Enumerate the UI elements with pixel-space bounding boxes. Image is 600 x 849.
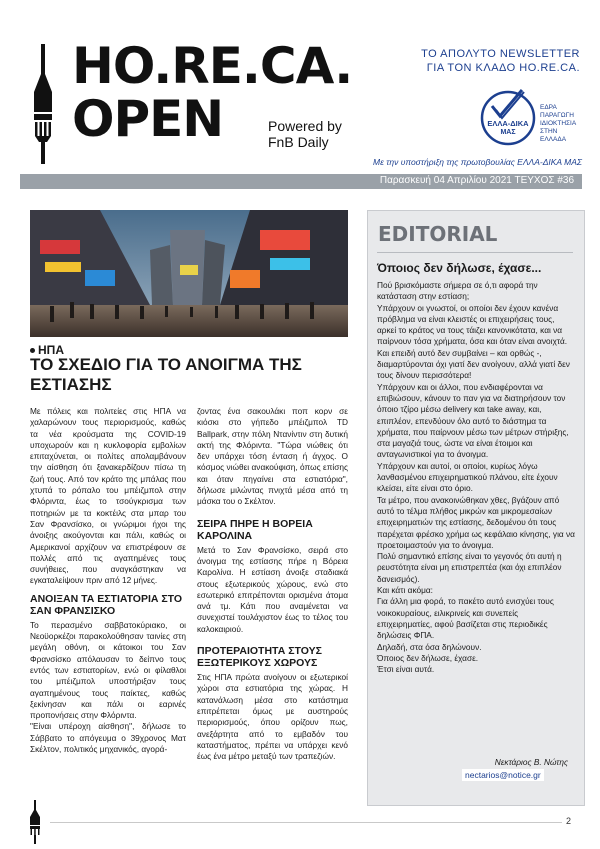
editorial-divider: [377, 252, 573, 253]
article-paragraph: Στις ΗΠΑ πρώτα ανοίγουν οι εξωτερικοί χώροι στα εστιατόρια της χώρας. Η κατανάλωση μέσα στο κατάστημα επιτρέπεται όμως με αυστηρούς περιορισμούς, όπου ορίζουν πως, ανεξάρτητα από το εμβαδόν του καταστήματος, πρέπει να υπάρχει κενό έως ένα μέτρο μεταξύ των τραπεζιών.: [197, 672, 348, 762]
powered-by-brand: FnB Daily: [268, 134, 329, 150]
editorial-paragraph: Έτσι είναι αυτά.: [377, 664, 435, 675]
seal-caption-line: ΙΔΙΟΚΤΗΣΙΑ: [540, 120, 577, 127]
article-column-2: [197, 406, 348, 762]
logo-title-line2: OPEN: [72, 90, 224, 148]
newsletter-tagline-2: ΓΙΑ ΤΟΝ ΚΛΑΔΟ HO.RE.CA.: [426, 62, 580, 74]
newsletter-tagline-1: ΤΟ ΑΠΟΛΥΤΟ NEWSLETTER: [421, 48, 580, 60]
wine-bottle-fork-icon: [30, 44, 56, 164]
logo-title-line1: HO.RE.CA.: [72, 37, 353, 95]
article-headline: ΤΟ ΣΧΕΔΙΟ ΓΙΑ ΤΟ ΑΝΟΙΓΜΑ ΤΗΣ ΕΣΤΙΑΣΗΣ: [30, 355, 302, 394]
article-column-1: [30, 406, 186, 755]
ella-dika-mas-seal-icon: [478, 86, 538, 146]
editorial-email-link[interactable]: nectarios@notice.gr: [462, 769, 544, 781]
editorial-paragraph: Όποιος δεν δήλωσε, έχασε.: [377, 652, 479, 663]
date-issue-bar: [20, 174, 582, 189]
editorial-paragraph: Υπάρχουν και αυτοί, οι οποίοι, κυρίως λόγω λανθασμένου επιχειρηματικού πλάνου, είτε έχουν κλείσει, είτε είναι στο όριο.: [377, 460, 558, 494]
article-subheading: ΠΡΟΤΕΡΑΙΟΤΗΤΑ ΣΤΟΥΣ ΕΞΩΤΕΡΙΚΟΥΣ ΧΩΡΟΥΣ: [197, 645, 322, 670]
editorial-paragraph: Και κάτι ακόμα:: [377, 585, 433, 596]
editorial-paragraph: Υπάρχουν και οι άλλοι, που ενδιαφέρονται να επιβιώσουν, κάνουν το παν για να διατηρήσουν τον όποιο τζίρο μέσω delivery και take away, και, επιπλέον, επενδύουν όλο αυτό το διάστημα τα χρήματα, που παίρνουν μέσω των μέτρων στήριξης, στα μαγαζιά τους, ώστε να είναι έτοιμοι και ανταγωνιστικοί για το άνοιγμα.: [377, 381, 569, 460]
seal-caption-line: ΕΔΡΑ: [540, 104, 557, 111]
seal-text-1: ΕΛΛΑ-ΔΙΚΑ: [487, 119, 529, 128]
seal-caption-line: ΣΤΗΝ ΕΛΛΑΔΑ: [540, 128, 567, 143]
bullet-icon: [30, 348, 35, 353]
date-issue-text: Παρασκευή 04 Απριλίου 2021 ΤΕΥΧΟΣ #36: [379, 175, 574, 186]
editorial-paragraph: Τα μέτρο, που ανακοινώθηκαν χθες, βγάζουν από αυτό το τέλμα πλήθος μικρών και μικρομεσαίων επιχειρηματιών της εστίασης, δεδομένου ότι τους παρέχεται φρέσκο χρήμα ως κεφάλαιο κίνησης, για να προετοιμαστούν για το άνοιγμα.: [377, 494, 575, 550]
editorial-signature: Νεκτάριος Β. Νώτης: [494, 757, 568, 767]
editorial-paragraph: Πού βρισκόμαστε σήμερα σε ό,τι αφορά την κατάσταση στην εστίαση;: [377, 280, 538, 302]
editorial-title: EDITORIAL: [378, 222, 498, 246]
powered-by-label: Powered by: [268, 118, 342, 134]
page-number: 2: [566, 816, 572, 826]
article-subheading: ΑΝΟΙΞΑΝ ΤΑ ΕΣΤΙΑΤΟΡΙΑ ΣΤΟ ΣΑΝ ΦΡΑΝΣΙΣΚΟ: [30, 592, 183, 617]
article-subheading: ΣΕΙΡΑ ΠΗΡΕ Η ΒΟΡΕΙΑ ΚΑΡΟΛΙΝΑ: [197, 517, 313, 542]
seal-text-2: ΜΑΣ: [500, 129, 516, 136]
article-category-label: ΗΠΑ: [38, 343, 64, 357]
editorial-paragraph: Υπάρχουν οι γνωστοί, οι οποίοι δεν έχουν κανένα πρόβλημα να είναι κλειστές οι επιχειρήσεις τους, αρκεί το κράτος να τους τάιζει κανονικότατα, και να παίρνουν τόσα χρήματα, όσα και όταν είναι ανοιχτά. Και επειδή αυτό δεν συμβαίνει – και ορθώς -, διαμαρτύρονται όχι γιατί δεν ανοίγουν, αλλά γιατί δεν τους δίνουν περισσότερα!: [377, 302, 570, 381]
footer-divider: [50, 822, 562, 823]
article-paragraph: "Είναι υπέροχη αίσθηση", δήλωσε το Σάββατο το απόγευμα ο 39χρονος Ματ Σκέλτον, πολιτικός μηχανικός, αγορά-: [30, 721, 186, 755]
editorial-subtitle: Όποιος δεν δήλωσε, έχασε...: [377, 261, 542, 275]
editorial-paragraph: Δηλαδή, στα όσα δηλώνουν.: [377, 641, 482, 652]
editorial-body: [377, 280, 575, 675]
seal-caption-line: ΠΑΡΑΓΩΓΗ: [540, 112, 574, 119]
times-square-photo: [30, 210, 348, 337]
editorial-paragraph: Για άλλη μια φορά, το πακέτο αυτό ενισχύει τους νοικοκυραίους, ειλικρινείς και συνεπείς επιχειρηματίες, αφού βασίζεται στις περιοδικές δηλώσεις ΦΠΑ.: [377, 596, 554, 641]
article-paragraph: Το περασμένο σαββατοκύριακο, οι Νεοϋορκέζοι παρακολούθησαν ταινίες στη μεγάλη οθόνη, οι κάτοικοι του Σαν Φρανσίσκο απόλαυσαν το δείπνο τους εντός των εστιατορίων, ενώ οι φίλαθλοι του μπέιζμπολ υποστήριξαν τους αγαπημένους τους παίκτες, καθώς ξεκίνησαν και πάλι οι εαρινές προπονήσεις στην Φλόριντα.: [30, 619, 186, 721]
footer-bottle-icon: [28, 800, 42, 844]
article-paragraph: Μετά το Σαν Φρανσίσκο, σειρά στο άνοιγμα της εστίασης πήρε η Βόρεια Καρολίνα. Η εστίαση άνοιξε σταδιακά στους εξωτερικούς χώρους, ενώ στο εσωτερικό επιτρέπονται ορισμένα άτομα ανά τμ. Κάτι που αναμένεται να συνεχιστεί τουλάχιστον έως το τέλος του καλοκαιριού.: [197, 544, 348, 634]
editorial-paragraph: Πολύ σημαντικό επίσης είναι το γεγονός ότι αυτή η ρευστότητα είναι μη επιστρεπτέα (και όχι επιπλέον δανεισμός).: [377, 551, 562, 584]
support-line: Με την υποστήριξη της πρωτοβουλίας ΕΛΛΑ-ΔΙΚΑ ΜΑΣ: [373, 157, 582, 167]
seal-caption: [540, 104, 585, 144]
article-paragraph: ζοντας ένα σακουλάκι ποπ κορν σε κιόσκι στο γήπεδο μπέιζμπολ TD Ballpark, στην πόλη Ντανίντιν στη δυτική ακτή της Φλόριντα. "Τώρα νιώθεις ότι δεν υπάρχει τόση ένταση ή άγχος. Ο κόσμος νιώθει ανακούφιση, όπως επίσης και όταν πηγαίνει στα εστιατόρια", δήλωσε μιλώντας πνιχτά μέσα από τη μάσκα του ο Σκέλτον.: [197, 406, 348, 507]
article-paragraph: Με πόλεις και πολιτείες στις ΗΠΑ να χαλαρώνουν τους περιορισμούς, καθώς τα νέα κρούσματα της COVID-19 υποχωρούν και η κυκλοφορία εμβολίων επιταχύνεται, οι πολίτες απολαμβάνουν την αίσθηση ότι ξανακερδίζουν πίσω τη ζωή τους. Από τον κράτο της μπάλας που χτυπά το ρόπαλο του μπέιζμπολ στην Φλόριντα, έως το τσούγκρισμα των ποτηριών με τα κοκτέιλς στα μπαρ του Σαν Φρανσίσκο, οι γνώριμοι ήχοι της άνοιξης ακούγονται και πάλι, καθώς οι Αμερικανοί αρχίζουν να επιστρέφουν σε πολλές από τις αγαπημένες τους συνήθειες, που αναγκάστηκαν να εγκαταλείψουν πριν από 12 μήνες.: [30, 406, 186, 586]
